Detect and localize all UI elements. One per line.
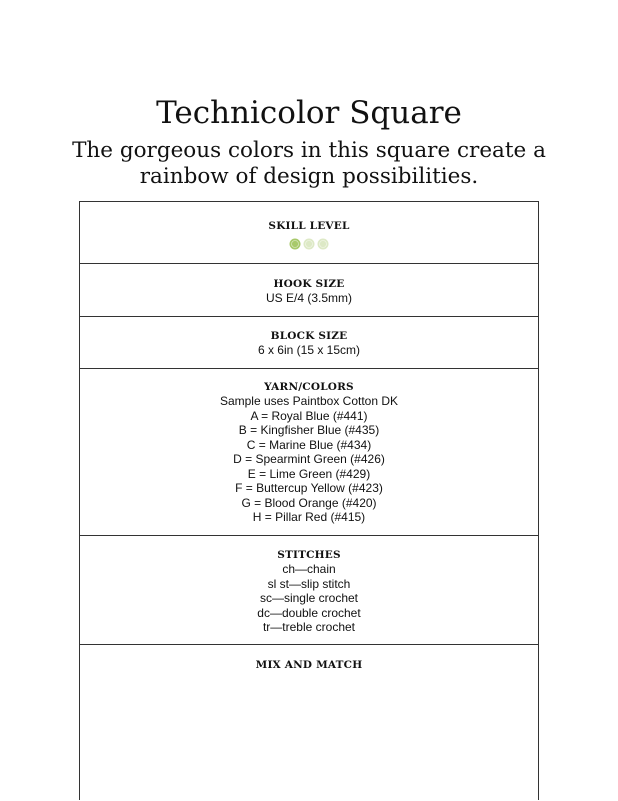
skill-level-heading: SKILL LEVEL — [268, 220, 350, 232]
skill-level-dot-2 — [303, 238, 315, 250]
block-size-value: 6 x 6in (15 x 15cm) — [257, 343, 361, 357]
yarn-color-b: B = Kingfisher Blue (#435) — [238, 423, 380, 437]
yarn-color-f: F = Buttercup Yellow (#423) — [235, 481, 383, 495]
pattern-info-table — [79, 201, 539, 800]
block-size-heading: BLOCK SIZE — [270, 330, 348, 342]
skill-level-dot-1 — [289, 238, 301, 250]
skill-level-indicator — [80, 238, 538, 250]
hook-size-section — [80, 264, 538, 317]
mix-and-match-section — [80, 645, 538, 801]
skill-level-section — [80, 202, 538, 264]
yarn-color-d: D = Spearmint Green (#426) — [233, 452, 385, 466]
skill-level-dot-3 — [317, 238, 329, 250]
stitches-heading: STITCHES — [277, 549, 341, 561]
yarn-color-a: A = Royal Blue (#441) — [250, 408, 368, 423]
yarn-color-g: G = Blood Orange (#420) — [241, 495, 377, 510]
page-subtitle: The gorgeous colors in this square create a rainbow of design possibilities. — [72, 138, 546, 189]
stitch-chain: ch—chain — [282, 562, 336, 576]
yarn-colors-heading: YARN/COLORS — [264, 381, 354, 393]
mix-and-match-heading: MIX AND MATCH — [255, 659, 363, 671]
yarn-colors-section — [80, 369, 538, 536]
yarn-brand-line: Sample uses Paintbox Cotton DK — [219, 394, 399, 408]
yarn-color-h: H = Pillar Red (#415) — [252, 510, 366, 524]
block-size-section — [80, 317, 538, 369]
stitch-slip-stitch: sl st—slip stitch — [267, 576, 351, 591]
yarn-color-c: C = Marine Blue (#434) — [246, 437, 372, 452]
yarn-color-e: E = Lime Green (#429) — [247, 466, 371, 481]
stitch-treble-crochet: tr—treble crochet — [262, 620, 356, 634]
hook-size-value: US E/4 (3.5mm) — [265, 291, 352, 305]
page-title: Technicolor Square — [156, 95, 462, 131]
hook-size-heading: HOOK SIZE — [273, 278, 345, 290]
stitch-double-crochet: dc—double crochet — [257, 605, 361, 620]
stitch-single-crochet: sc—single crochet — [259, 591, 359, 605]
stitches-section — [80, 536, 538, 645]
